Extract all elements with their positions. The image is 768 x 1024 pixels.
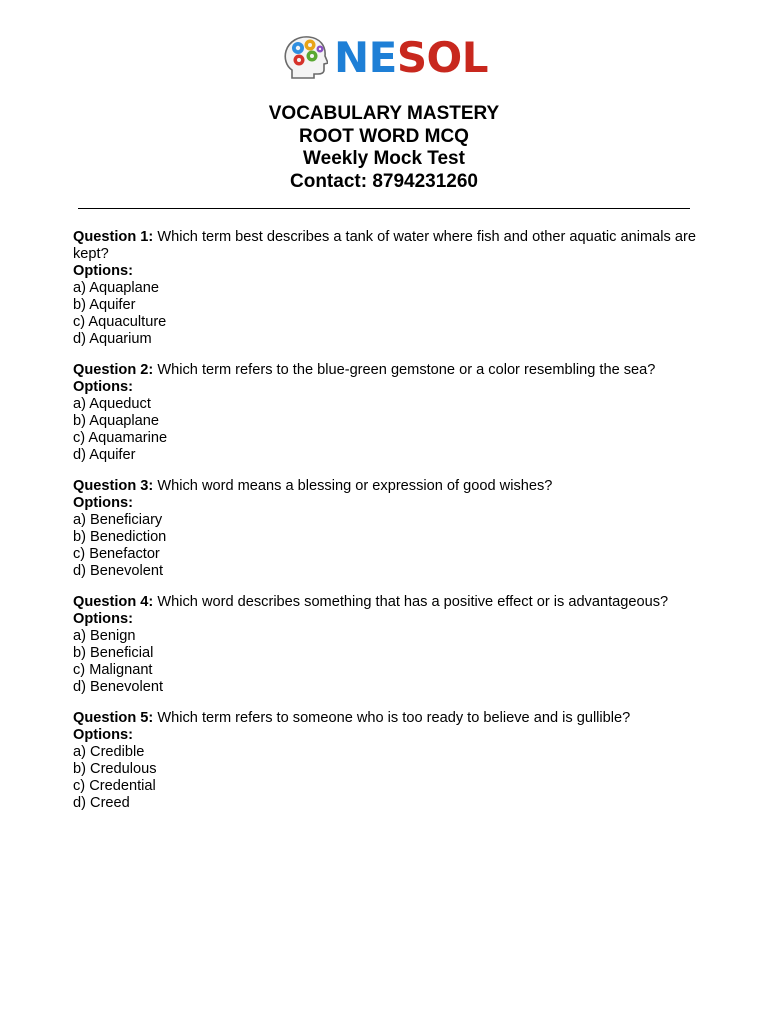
question-1-text: Which term best describes a tank of water where fish and other aquatic animals are kept? bbox=[73, 229, 696, 262]
options-label: Options: bbox=[73, 611, 133, 627]
option-d: d) Creed bbox=[73, 795, 130, 811]
title-line1: VOCABULARY MASTERY bbox=[268, 103, 500, 124]
brand-name bbox=[333, 33, 489, 82]
option-b: b) Credulous bbox=[73, 761, 157, 777]
option-c: c) Aquaculture bbox=[73, 314, 167, 330]
question-5-prompt bbox=[73, 710, 703, 727]
question-2-label: Question 2: bbox=[73, 362, 154, 378]
question-1 bbox=[73, 229, 703, 348]
options-label: Options: bbox=[73, 727, 133, 743]
option-b: b) Benediction bbox=[73, 529, 167, 545]
option-d: d) Aquifer bbox=[73, 447, 136, 463]
question-3 bbox=[73, 478, 703, 580]
question-2 bbox=[73, 362, 703, 464]
logo bbox=[0, 34, 768, 82]
question-4-prompt bbox=[73, 594, 703, 611]
option-a: a) Aqueduct bbox=[73, 396, 151, 412]
question-4-label: Question 4: bbox=[73, 594, 154, 610]
option-d: d) Aquarium bbox=[73, 331, 152, 347]
options-label: Options: bbox=[73, 263, 133, 279]
title-block bbox=[0, 103, 768, 193]
question-3-prompt bbox=[73, 478, 703, 495]
question-1-label: Question 1: bbox=[73, 229, 154, 245]
option-a: a) Credible bbox=[73, 744, 145, 760]
question-list bbox=[73, 229, 703, 826]
option-a: a) Aquaplane bbox=[73, 280, 160, 296]
question-5-label: Question 5: bbox=[73, 710, 154, 726]
option-c: c) Benefactor bbox=[73, 546, 160, 562]
option-b: b) Aquaplane bbox=[73, 413, 160, 429]
option-b: b) Aquifer bbox=[73, 297, 136, 313]
option-c: c) Malignant bbox=[73, 662, 153, 678]
options-label: Options: bbox=[73, 495, 133, 511]
option-a: a) Benign bbox=[73, 628, 136, 644]
brand-part2: SOL bbox=[396, 33, 489, 82]
question-4-text: Which word describes something that has a positive effect or is advantageous? bbox=[157, 594, 669, 610]
question-3-text: Which word means a blessing or expression of good wishes? bbox=[157, 478, 553, 494]
question-5-text: Which term refers to someone who is too ready to believe and is gullible? bbox=[157, 710, 631, 726]
question-4 bbox=[73, 594, 703, 696]
header-divider bbox=[78, 208, 690, 209]
question-2-text: Which term refers to the blue-green gemstone or a color resembling the sea? bbox=[157, 362, 656, 378]
option-a: a) Beneficiary bbox=[73, 512, 163, 528]
option-c: c) Aquamarine bbox=[73, 430, 168, 446]
question-5 bbox=[73, 710, 703, 812]
title-line3: Weekly Mock Test bbox=[303, 148, 465, 169]
question-1-prompt bbox=[73, 229, 703, 263]
option-d: d) Benevolent bbox=[73, 563, 164, 579]
option-b: b) Beneficial bbox=[73, 645, 154, 661]
question-2-prompt bbox=[73, 362, 703, 379]
option-c: c) Credential bbox=[73, 778, 156, 794]
options-label: Options: bbox=[73, 379, 133, 395]
option-d: d) Benevolent bbox=[73, 679, 164, 695]
head-with-gears-icon bbox=[282, 34, 328, 82]
title-line4: Contact: 8794231260 bbox=[290, 170, 478, 192]
question-3-label: Question 3: bbox=[73, 478, 154, 494]
title-line2: ROOT WORD MCQ bbox=[299, 125, 469, 147]
brand-part1: NE bbox=[333, 33, 397, 82]
